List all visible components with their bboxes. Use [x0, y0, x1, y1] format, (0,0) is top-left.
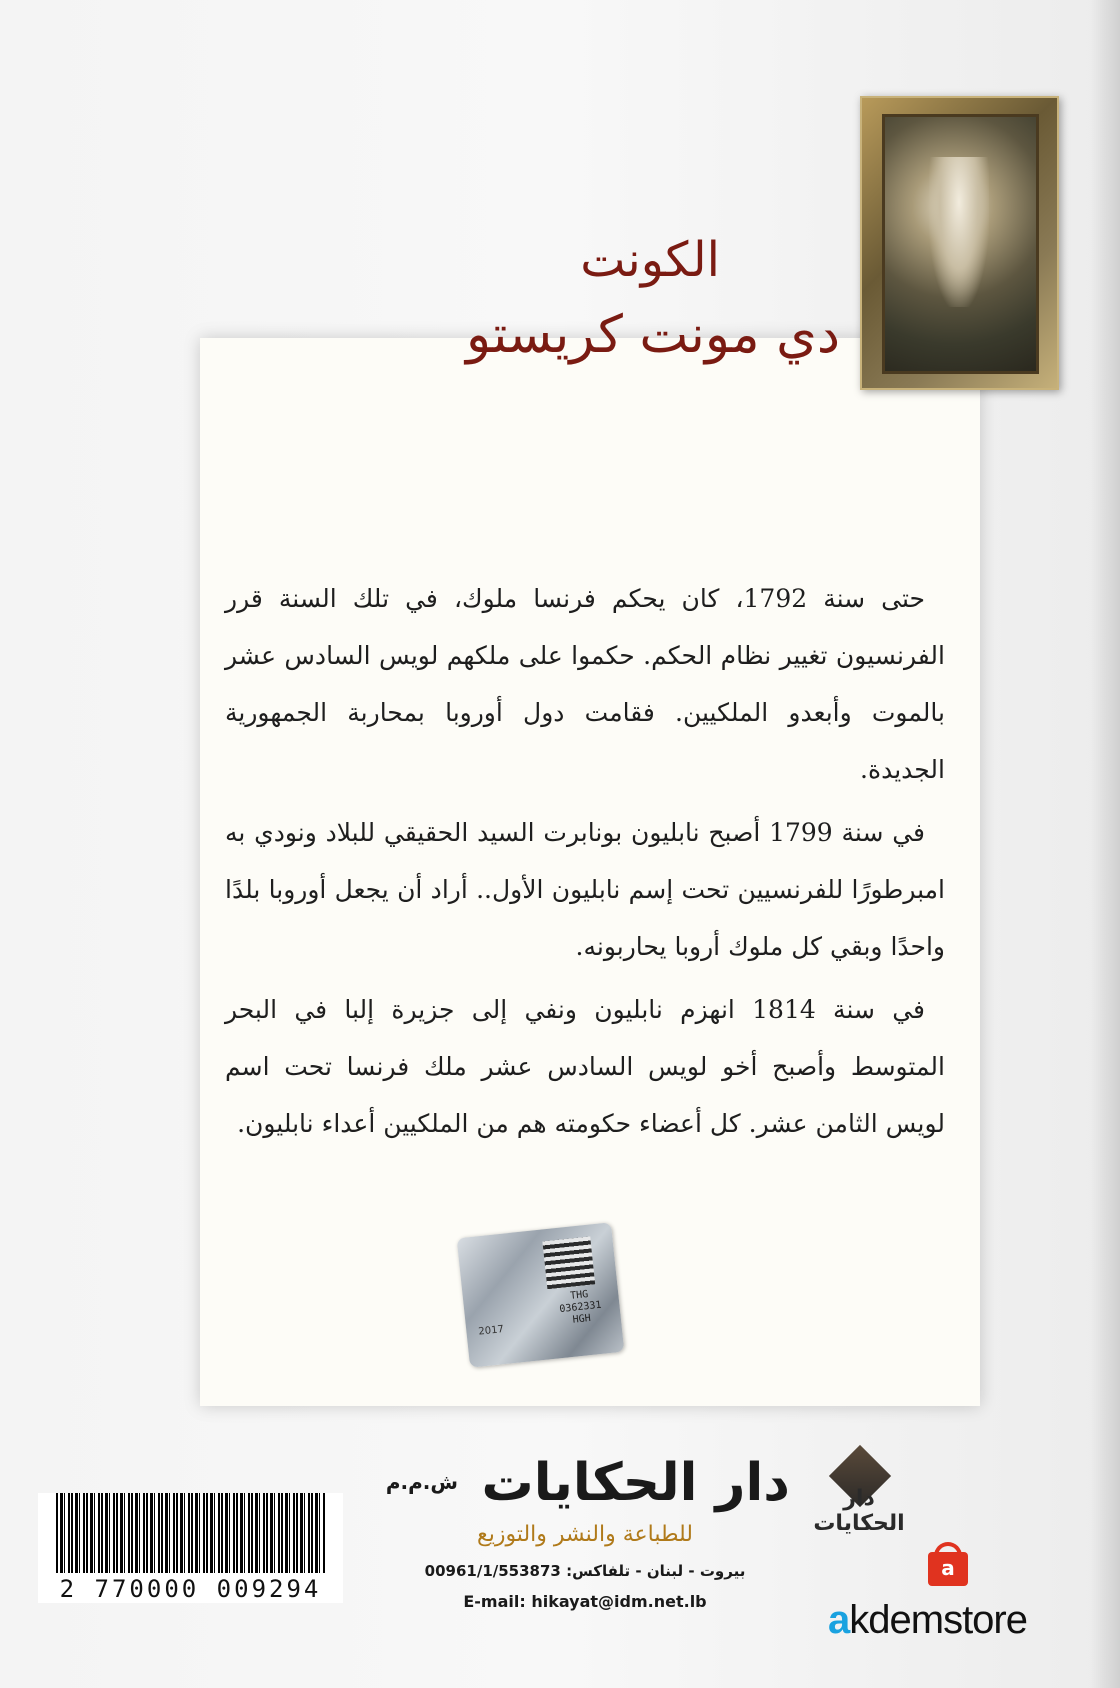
publisher-company-suffix: ش.م.م — [385, 1470, 458, 1494]
isbn-barcode — [38, 1493, 343, 1603]
store-name-rest: kdemstore — [849, 1598, 1027, 1642]
shopping-bag-icon — [924, 1542, 974, 1592]
publisher-email: E-mail: hikayat@idm.net.lb — [463, 1592, 707, 1611]
painting-thumbnail-icon — [882, 114, 1039, 374]
publisher-address: بيروت - لبنان - تلفاكس: 00961/1/553873 — [424, 1562, 746, 1580]
synopsis-paragraph-3: في سنة 1814 انهزم نابليون ونفي إلى جزيرة إلبا في البحر المتوسط وأصبح أخو لويس السادس عشر ملك فرنسا تحت اسم لويس الثامن عشر. كل أعضاء حكومته هم من الملكيين أعداء نابليون. — [225, 995, 945, 1138]
sticker-code-line1: THG — [569, 1289, 589, 1302]
synopsis-text — [225, 570, 945, 1158]
cover-thumbnail — [860, 96, 1059, 390]
synopsis-paragraph-2: في سنة 1799 أصبح نابليون بونابرت السيد الحقيقي للبلاد ونودي به امبرطورًا للفرنسيين تحت إسم نابليون الأول.. أراد أن يجعل أوروبا بلدًا واحدًا وبقي كل ملوك أروبا يحاربونه. — [225, 818, 945, 961]
publisher-logo-text: دار الحكايات — [813, 1486, 905, 1536]
sticker-code — [547, 1287, 614, 1329]
sticker-year: 2017 — [477, 1324, 505, 1338]
sticker-code-line3: HGH — [572, 1312, 592, 1326]
cover-edge-shadow — [1090, 0, 1120, 1688]
publisher-tagline: للطباعة والنشر والتوزيع — [476, 1522, 694, 1547]
shopping-bag-letter: a — [941, 1556, 955, 1580]
store-name-accent: a — [828, 1598, 850, 1642]
publisher-logo — [800, 1450, 918, 1536]
publisher-name: دار الحكايات — [481, 1453, 790, 1513]
barcode-number: 2 770000 009294 — [59, 1575, 322, 1603]
barcode-icon — [56, 1493, 326, 1573]
synopsis-paragraph-1: حتى سنة 1792، كان يحكم فرنسا ملوك، في تلك السنة قرر الفرنسيون تغيير نظام الحكم. حكموا على ملكهم لويس السادس عشر بالموت وأبعدو الملكيين. فقامت دول أوروبا بمحاربة الجمهورية الجديدة. — [225, 584, 945, 784]
book-title-line2: دي مونت كريستو — [465, 305, 840, 365]
sticker-code-line2: 0362331 — [558, 1299, 603, 1316]
qr-code-icon — [542, 1236, 595, 1289]
painting-figure — [929, 157, 989, 307]
hologram-sticker — [457, 1222, 625, 1367]
store-watermark — [828, 1598, 1078, 1642]
book-title-line1: الكونت — [580, 232, 720, 288]
